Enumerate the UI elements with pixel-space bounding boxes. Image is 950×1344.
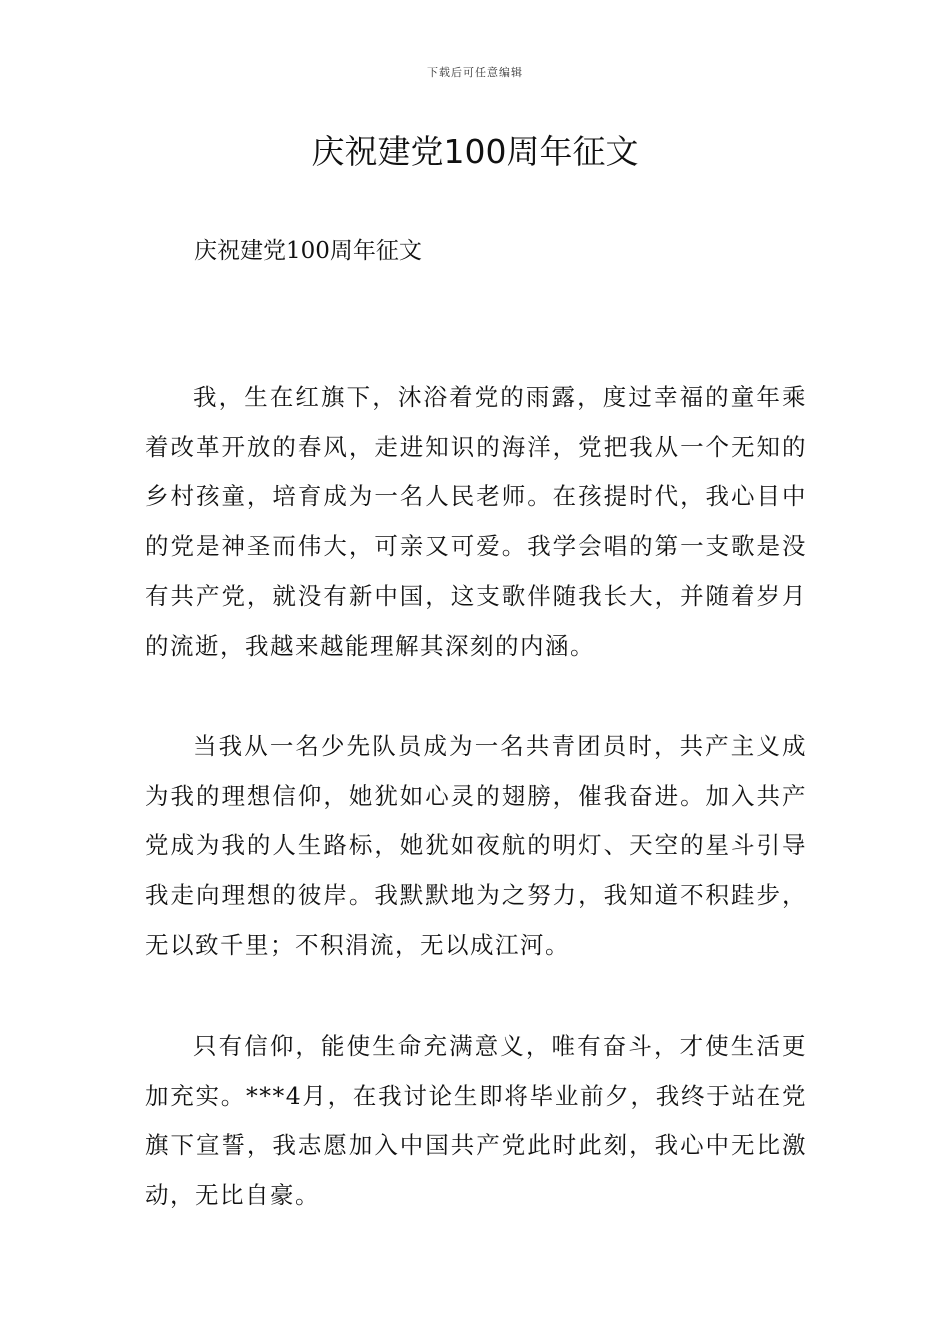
paragraph: 只有信仰，能使生命充满意义，唯有奋斗，才使生活更加充实。***4月，在我讨论生即将毕业前夕，我终于站在党旗下宣誓，我志愿加入中国共产党此时此刻，我心中无比激动，无比自豪。: [145, 1032, 807, 1210]
document-subtitle: 庆祝建党100周年征文: [194, 238, 422, 264]
paragraph: 我，生在红旗下，沐浴着党的雨露，度过幸福的童年乘着改革开放的春风，走进知识的海洋，党把我从一个无知的乡村孩童，培育成为一名人民老师。在孩提时代，我心目中的党是神圣而伟大，可亲又可爱。我学会唱的第一支歌是没有共产党，就没有新中国，这支歌伴随我长大，并随着岁月的流逝，我越来越能理解其深刻的内涵。: [145, 383, 807, 660]
paragraph: 当我从一名少先队员成为一名共青团员时，共产主义成为我的理想信仰，她犹如心灵的翅膀，催我奋进。加入共产党成为我的人生路标，她犹如夜航的明灯、天空的星斗引导我走向理想的彼岸。我默默地为之努力，我知道不积跬步，无以致千里；不积涓流，无以成江河。: [145, 732, 807, 959]
document-title: 庆祝建党100周年征文: [311, 132, 639, 171]
header-note: 下载后可任意编辑: [427, 66, 523, 79]
